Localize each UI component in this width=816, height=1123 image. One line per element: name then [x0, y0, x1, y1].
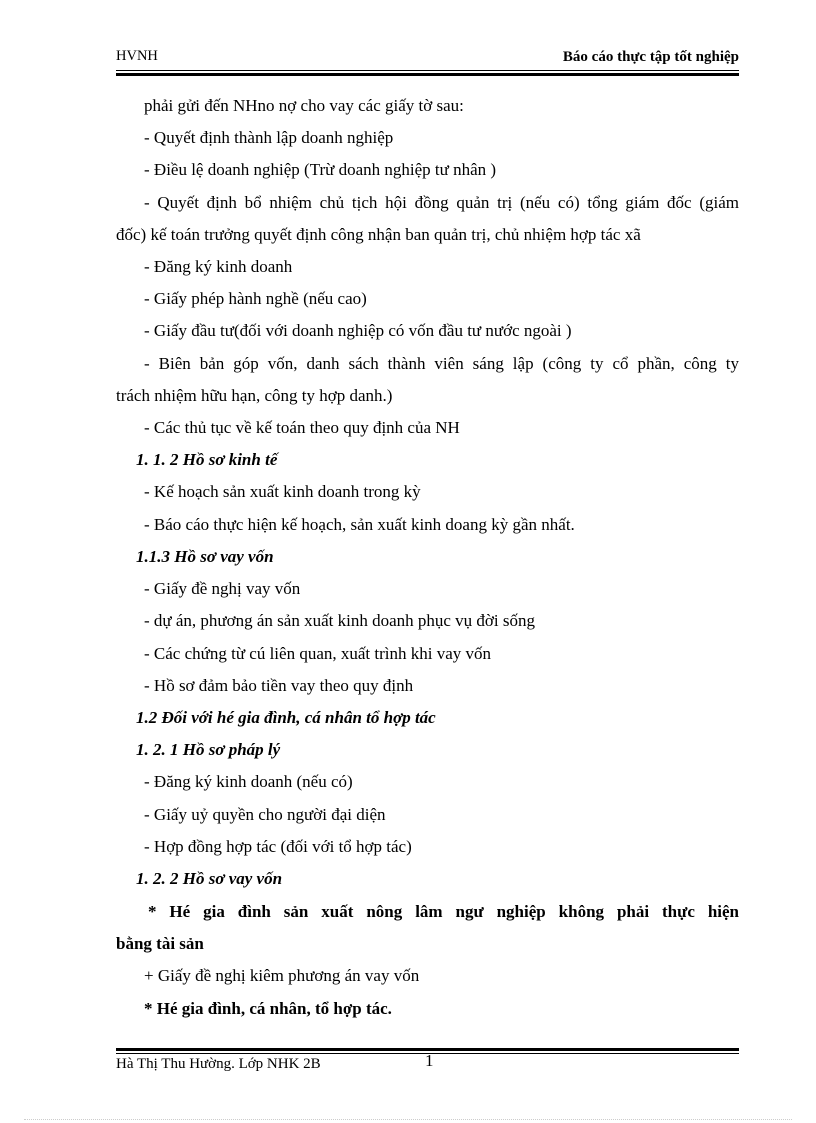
bold-line: bằng tài sản [116, 934, 204, 953]
body-line: - Giấy đầu tư(đối với doanh nghiệp có vốn đầu tư nước ngoài ) [144, 321, 572, 340]
body-line: - Giấy phép hành nghề (nếu cao) [144, 289, 367, 308]
section-heading: 1. 2. 1 Hồ sơ pháp lý [136, 740, 281, 759]
body-line: - Điều lệ doanh nghiệp (Trừ doanh nghiệp tư nhân ) [144, 160, 497, 179]
body-line: đốc) kế toán trưởng quyết định công nhận ban quản trị, chủ nhiệm hợp tác xã [116, 225, 641, 244]
body-line: - Hợp đồng hợp tác (đối với tổ hợp tác) [144, 837, 412, 856]
page-bottom-dotted-border [24, 1119, 792, 1120]
page-number: 1 [425, 1051, 434, 1070]
section-heading: 1. 1. 2 Hồ sơ kinh tế [136, 450, 278, 469]
header-right-text: Báo cáo thực tập tốt nghiệp [562, 49, 739, 65]
section-heading: 1.2 Đối với hé gia đình, cá nhân tổ hợp tác [136, 708, 436, 727]
body-line: - Báo cáo thực hiện kế hoạch, sản xuất kinh doang kỳ gần nhất. [144, 515, 575, 534]
body-line: - Biên bản góp vốn, danh sách thành viên sáng lập (công ty cổ phần, công ty [144, 354, 739, 373]
body-line: - Hồ sơ đảm bảo tiền vay theo quy định [144, 676, 414, 695]
body-line: - Các chứng từ cú liên quan, xuất trình khi vay vốn [144, 644, 492, 663]
footer-author: Hà Thị Thu Hường. Lớp NHK 2B [116, 1056, 321, 1072]
body-line: + Giấy đề nghị kiêm phương án vay vốn [144, 966, 420, 985]
header-rule-thick [116, 73, 739, 76]
bold-line: * Hé gia đình, cá nhân, tổ hợp tác. [144, 999, 392, 1018]
section-heading: 1.1.3 Hồ sơ vay vốn [136, 547, 274, 566]
body-line: - Đăng ký kinh doanh [144, 257, 293, 276]
body-line: trách nhiệm hữu hạn, công ty hợp danh.) [116, 386, 393, 405]
body-line: - Quyết định thành lập doanh nghiệp [144, 128, 394, 147]
body-line: - dự án, phương án sản xuất kinh doanh phục vụ đời sống [144, 611, 535, 630]
bold-line: * Hé gia đình sản xuất nông lâm ngư nghiệp không phải thực hiện [148, 902, 739, 921]
section-heading: 1. 2. 2 Hồ sơ vay vốn [136, 869, 283, 888]
header-rule-thin [116, 70, 739, 71]
body-line: - Giấy đề nghị vay vốn [144, 579, 301, 598]
body-line: - Đăng ký kinh doanh (nếu có) [144, 772, 353, 791]
page-header [116, 48, 739, 68]
body-line: - Quyết định bổ nhiệm chủ tịch hội đồng quản trị (nếu có) tổng giám đốc (giám [144, 193, 739, 212]
header-left-text: HVNH [116, 48, 158, 64]
body-line: - Kế hoạch sản xuất kinh doanh trong kỳ [144, 482, 421, 501]
body-line: phải gửi đến NHno nợ cho vay các giấy tờ sau: [144, 96, 464, 115]
body-line: - Giấy uỷ quyền cho người đại diện [144, 805, 386, 824]
body-line: - Các thủ tục về kế toán theo quy định của NH [144, 418, 460, 437]
